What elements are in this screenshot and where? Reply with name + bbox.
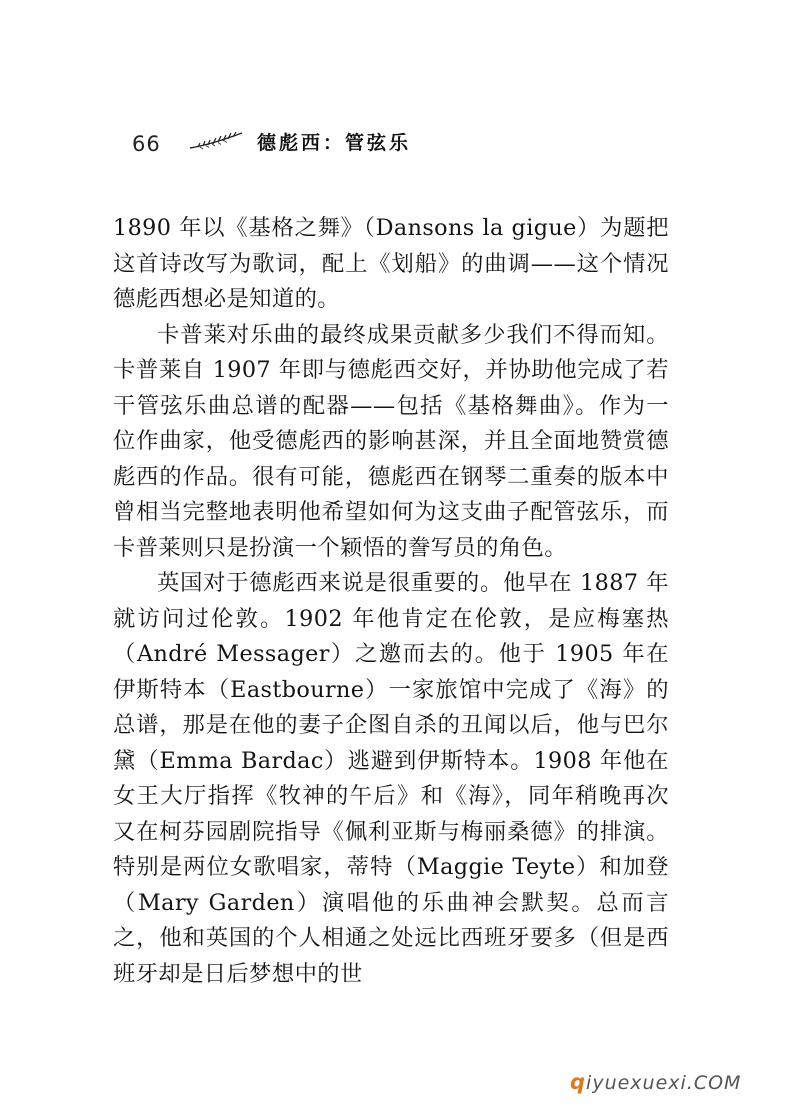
paragraph-3: 英国对于德彪西来说是很重要的。他早在 1887 年就访问过伦敦。1902 年他肯定在伦敦，是应梅塞热（André Messager）之邀而去的。他于 1905 年在伊斯特本（Eastbourne）一家旅馆中完成了《海》的总谱，那是在他的妻子企图自杀的丑闻以后，他与巴尔黛（Emma Bardac）逃避到伊斯特本。1908 年他在女王大厅指挥《牧神的午后》和《海》，同年稍晚再次又在柯芬园剧院指导《佩利亚斯与梅丽桑德》的排演。特别是两位女歌唱家，蒂特（Maggie Teyte）和加登（Mary Garden）演唱他的乐曲神会默契。总而言之，他和英国的个人相通之处远比西班牙要多（但是西班牙却是日后梦想中的世 — [113, 570, 669, 987]
watermark-text: iyuexuexi.COM — [586, 1072, 742, 1094]
watermark-logo-letter: q — [570, 1070, 587, 1094]
paragraph-1: 1890 年以《基格之舞》（Dansons la gigue）为题把这首诗改写为歌词，配上《划船》的曲调——这个情况德彪西想必是知道的。 — [113, 215, 669, 312]
body-text — [113, 211, 669, 992]
site-watermark — [570, 1070, 741, 1094]
page-number: 66 — [132, 132, 161, 156]
page-header — [132, 128, 552, 162]
paragraph-2: 卡普莱对乐曲的最终成果贡献多少我们不得而知。卡普莱自 1907 年即与德彪西交好，并协助他完成了若干管弦乐曲总谱的配器——包括《基格舞曲》。作为一位作曲家，他受德彪西的影响甚深，并且全面地赞赏德彪西的作品。很有可能，德彪西在钢琴二重奏的版本中曾相当完整地表明他希望如何为这支曲子配管弦乐，而卡普莱则只是扮演一个颖悟的誊写员的角色。 — [113, 321, 669, 561]
running-title: 德彪西：管弦乐 — [257, 132, 412, 154]
feather-ornament-icon — [188, 130, 244, 152]
